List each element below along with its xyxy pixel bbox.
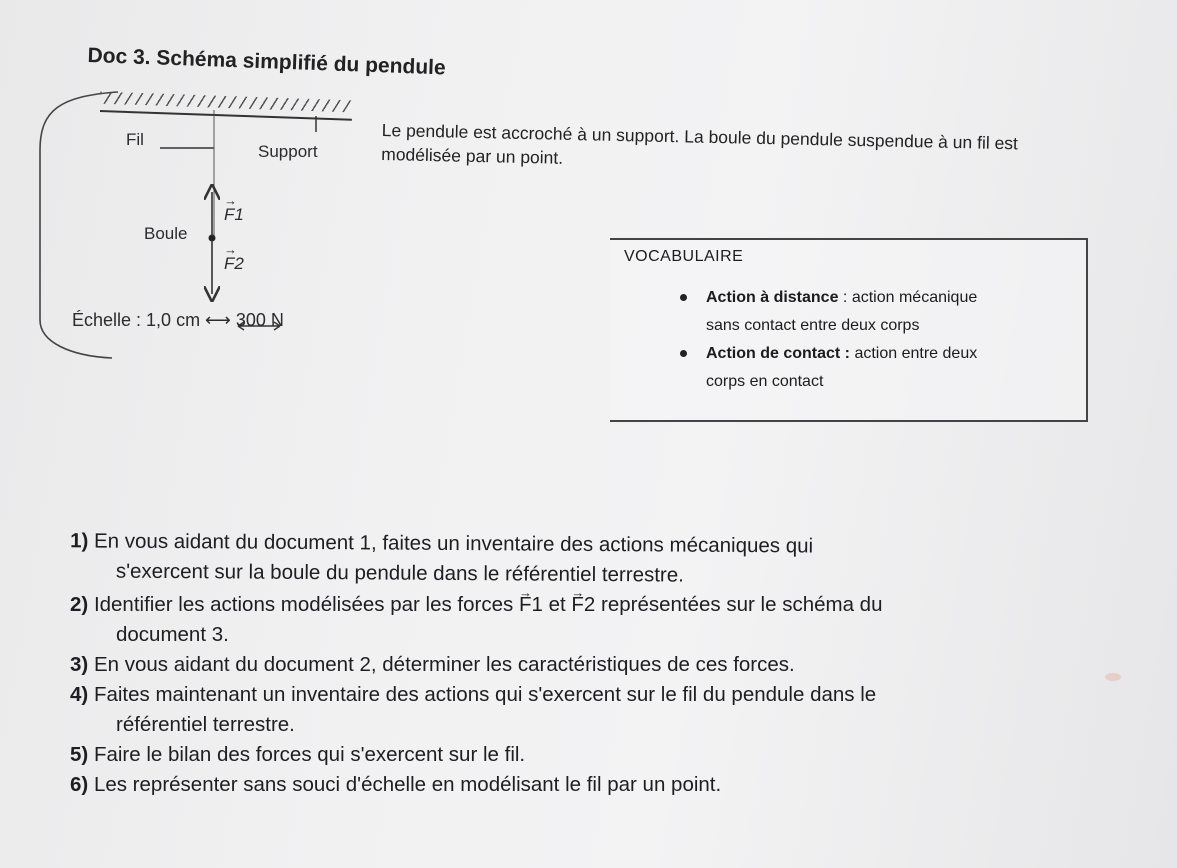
f1-vector-symbol: → F1 xyxy=(224,205,244,225)
question-text: Faire le bilan des forces qui s'exercent sur le fil. xyxy=(93,743,526,766)
question-2: 2) Identifier les actions modélisées par les forces → F1 et → F2 représentées sur le schéma du document 3. xyxy=(70,590,1130,650)
question-number: 3) xyxy=(70,653,89,676)
scale-label: Échelle : 1,0 cm ⟷ 300 N xyxy=(72,310,284,330)
intro-paragraph: Le pendule est accroché à un support. La boule du pendule suspendue à un fil est modélisée par un point. xyxy=(381,119,1019,168)
question-5 xyxy=(70,740,1130,770)
question-4 xyxy=(70,680,1130,740)
questions-list xyxy=(70,530,1130,800)
f2-vector-symbol: → F2 xyxy=(224,254,244,274)
question-text: Identifier les actions modélisées par les forces xyxy=(93,593,519,616)
f1-label xyxy=(224,205,244,225)
question-number: 2) xyxy=(70,593,89,616)
f1-vector-symbol: → F1 xyxy=(519,590,543,620)
vocabulary-definition: action entre deux xyxy=(850,345,978,362)
boule-label: Boule xyxy=(144,224,188,243)
fil-label: Fil xyxy=(126,130,144,149)
question-text-continued: document 3. xyxy=(116,623,229,646)
vocabulary-item xyxy=(610,340,1080,368)
vocabulary-term: Action de contact : xyxy=(706,345,851,362)
vocabulary-list xyxy=(610,284,1080,396)
question-1 xyxy=(70,526,1130,593)
vocabulary-definition: : action mécanique xyxy=(838,289,978,306)
support-label: Support xyxy=(258,142,318,161)
question-text: Faites maintenant un inventaire des actions qui s'exercent sur le fil du pendule dans le xyxy=(93,683,877,706)
question-text-continued: référentiel terrestre. xyxy=(116,713,295,736)
vocabulary-definition-continued: corps en contact xyxy=(706,373,824,390)
f2-vector-symbol: → F2 xyxy=(571,590,595,620)
question-number: 1) xyxy=(70,529,89,553)
question-text: En vous aidant du document 1, faites un inventaire des actions mécaniques qui xyxy=(93,529,814,558)
doc-title: Doc 3. Schéma simplifié du pendule xyxy=(87,44,447,80)
vocabulary-item xyxy=(610,284,1080,312)
f2-label xyxy=(224,254,244,274)
question-text-continued: s'exercent sur la boule du pendule dans le référentiel terrestre. xyxy=(115,559,684,587)
vocabulary-title: VOCABULAIRE xyxy=(624,248,744,265)
question-text: Les représenter sans souci d'échelle en modélisant le fil par un point. xyxy=(93,773,722,796)
question-number: 4) xyxy=(70,683,89,706)
question-3 xyxy=(70,650,1130,680)
vocabulary-box xyxy=(610,238,1088,422)
question-number: 6) xyxy=(70,773,89,796)
question-6 xyxy=(70,770,1130,800)
paper-smudge xyxy=(1105,673,1121,681)
vocabulary-definition-continued: sans contact entre deux corps xyxy=(706,317,920,334)
question-text: En vous aidant du document 2, déterminer les caractéristiques de ces forces. xyxy=(93,653,795,676)
question-number: 5) xyxy=(70,743,89,766)
vocabulary-term: Action à distance xyxy=(706,289,839,306)
